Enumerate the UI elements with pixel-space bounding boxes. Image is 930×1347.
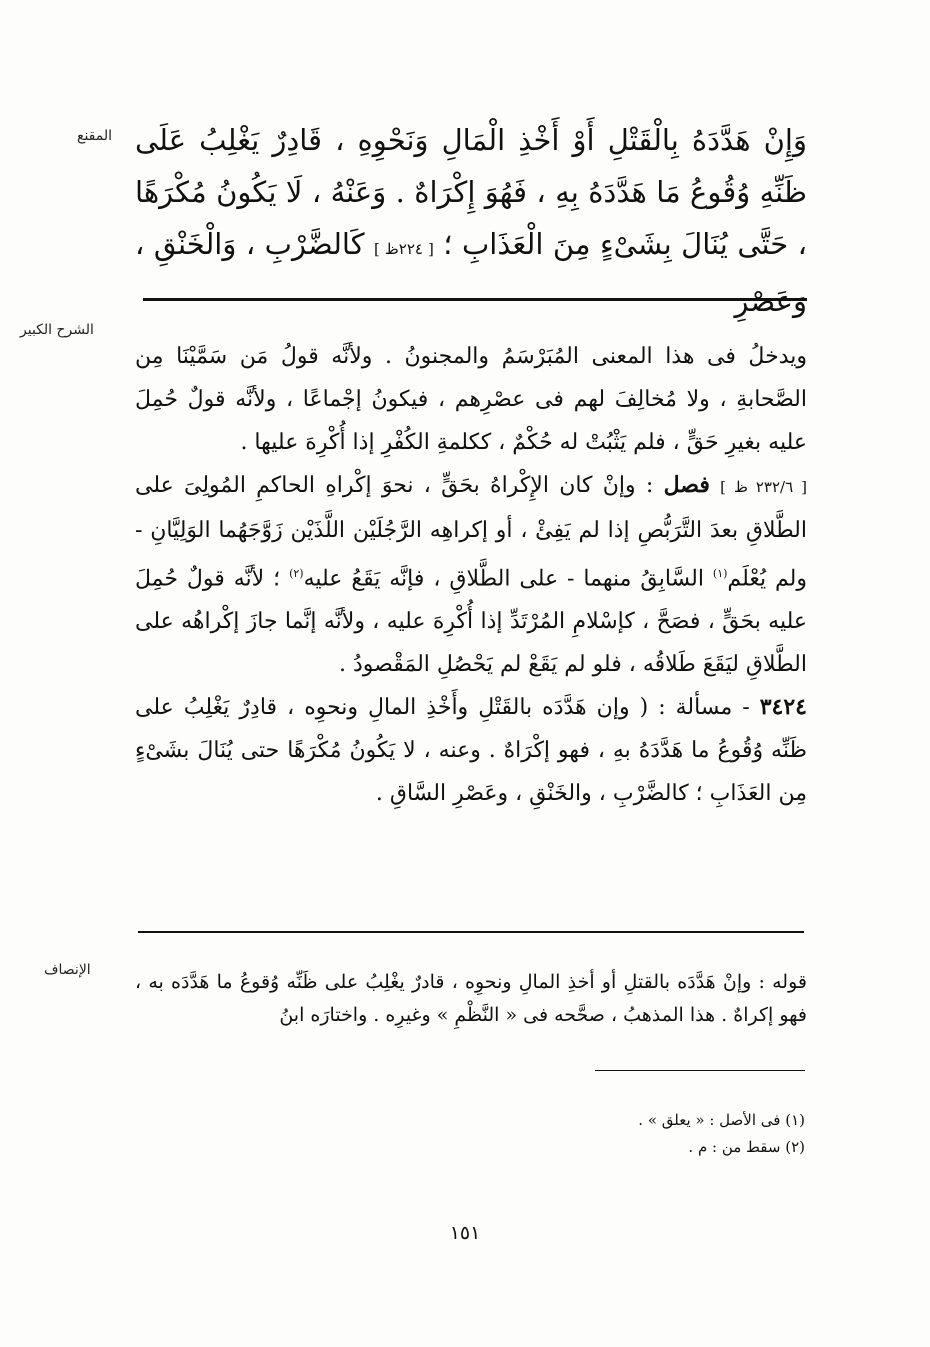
sharh-paragraph-1: ويدخلُ فى هذا المعنى المُبَرْسَمُ والمجنونُ . ولأنَّه قولُ مَن سَمَّيْنَا مِن الصَّحابةِ ، ولا مُخالِفَ لهم فى عصْرِهم ، فيكونُ إجْماعًا ، ولأنَّه قولٌ حُمِلَ عليه بغيرِ حَقٍّ ، فلم يَثْبُتْ له حُكْمٌ ، ككلمةِ الكُفْرِ إذا أُكْرِهَ عليها . <box>135 344 807 455</box>
page-number: ١٥١ <box>449 1222 481 1244</box>
masala-text: - مسألة : ( وإن هَدَّدَه بالقَتْلِ وأَخْذِ المالِ ونحوِه ، قادِرٌ يَغْلِبُ على ظَنِّه وُقُوعُ ما هَدَّدَهُ بهِ ، فهو إكْرَاهٌ . وعنه ، لا يَكُونُ مُكْرَهًا حتى يُنَالَ بشَىْءٍ مِن العَذَابِ ؛ كالضَّرْبِ ، والخَنْقِ ، وعَصْرِ السَّاقِ . <box>135 695 807 807</box>
sharh-label: الشرح الكبير <box>20 322 94 338</box>
fasl-paragraph <box>135 464 807 686</box>
fasl-text-c: ؛ لأنَّه قولٌ حُمِلَ عليه بحَقٍّ ، فصَحَّ ، كإسْلامِ المُرْتَدِّ إذا أُكْرِهَ عليه ، ولأنَّه إنَّما جازَ إكْراهُه على الطَّلاقِ ليَقَعَ طَلاقُه ، فلو لم يَقَعْ لم يَحْصُلِ المَقْصودُ . <box>135 566 807 678</box>
matn-body-end: كَالضَّرْبِ ، وَالْخَنْقِ ، وَعَصْرِ <box>135 227 807 318</box>
matn-page-ref: [ ٢٢٤ظ ] <box>374 240 434 258</box>
footnote-1: (١) فى الأصل : « يعلق » . <box>638 1111 805 1129</box>
matn-text <box>135 114 807 327</box>
fasl-page-ref: [ ٢٣٢/٦ ظ ] <box>720 478 808 496</box>
footnote-separator <box>595 1070 805 1071</box>
footnote-2: (٢) سقط من : م . <box>688 1138 805 1156</box>
sharh-separator <box>138 931 804 933</box>
muqni-label: المقنع <box>77 128 113 144</box>
fasl-heading: فصل <box>663 472 710 498</box>
footnote-mark-2: (٢) <box>289 567 304 580</box>
fasl-text-b: السَّابِقُ منهما - على الطَّلاقِ ، فإنَّه يَقَعُ عليه <box>303 566 704 592</box>
sharh-text <box>135 335 807 815</box>
footnote-mark-1: (١) <box>712 567 728 580</box>
matn-body: وَإِنْ هَدَّدَهُ بِالْقَتْلِ أَوْ أَخْذِ الْمَالِ وَنَحْوِهِ ، قَادِرٌ يَغْلِبُ عَلَى ظَنِّهِ وُقُوعُ مَا هَدَّدَهُ بِهِ ، فَهُوَ إِكْرَاهٌ . وَعَنْهُ ، لَا يَكُونُ مُكْرَهًا ، حَتَّى يُنَالَ بِشَىْءٍ مِنَ الْعَذَابِ ؛ <box>135 123 808 261</box>
insaf-paragraph: قوله : وإنْ هَدَّدَه بالقتلِ أو أخذِ المالِ ونحوِه ، قادرٌ يغْلِبُ على ظَنِّه وُقوعُ ما هَدَّدَه به ، فهو إكراهٌ . هذا المذهبُ ، صحَّحه فى « النَّظْمِ » وغيرِه . واختارَه ابنُ <box>135 971 807 1026</box>
insaf-text <box>135 966 807 1032</box>
masala-paragraph <box>135 686 807 815</box>
matn-separator <box>143 298 807 301</box>
fasl-text-a: : وإنْ كان الإِكْراهُ بحَقٍّ ، نحوَ إكْراهِ الحاكمِ المُولِىَ على الطَّلاقِ بعدَ التَّرَبُّصِ إذا لم يَفِئْ ، أو إكراهِه الرَّجُلَيْن اللَّذَيْن زَوَّجَهُما الوَلِيَّانِ - ولم يُعْلَم <box>135 473 807 592</box>
masala-number: ٣٤٢٤ <box>759 694 807 721</box>
footnotes <box>500 1107 805 1161</box>
insaf-label: الإنصاف <box>44 962 91 978</box>
